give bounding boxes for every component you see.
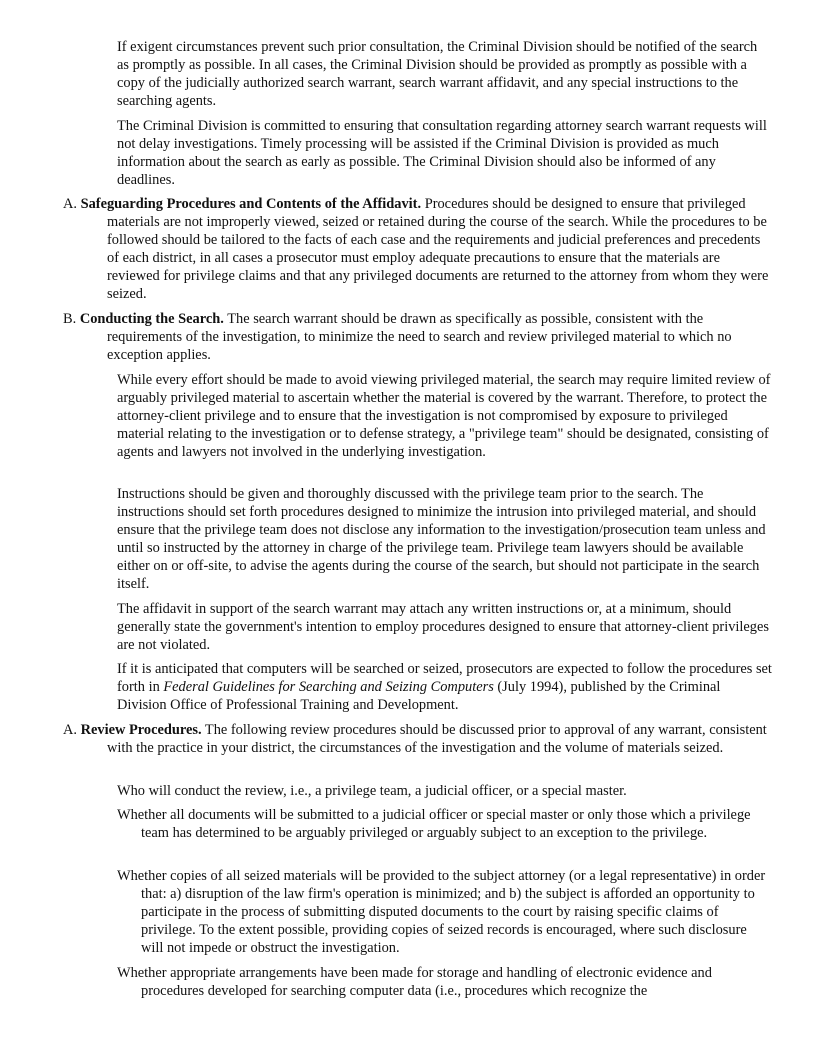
paragraph-criminal-division-commitment: The Criminal Division is committed to ensuring that consultation regarding attorney search warrant requests will not delay investigations. Timely processing will be assisted if the Criminal Division is provided as much information about the search as early as possible. The Criminal Division should also be informed of any deadlines. (117, 118, 767, 188)
paragraph-exigent-circumstances: If exigent circumstances prevent such prior consultation, the Criminal Division should be notified of the search as promptly as possible. In all cases, the Criminal Division should be provided as promptly as possible with a copy of the judicially authorized search warrant, search warrant affidavit, and any special instructions to the searching agents. (117, 39, 758, 109)
review-item-electronic-evidence: Whether appropriate arrangements have been made for storage and handling of electronic evidence and procedures developed for searching computer data (i.e., procedures which recognize the (117, 965, 712, 999)
section-review-procedures (63, 721, 772, 757)
guidelines-title: Federal Guidelines for Searching and Seizing Computers (163, 679, 494, 695)
section-marker: A. (63, 722, 77, 738)
section-text: The following review procedures should be discussed prior to approval of any warrant, consistent with the practice in your district, the circumstances of the investigation and the volume of materials seized. (107, 722, 767, 756)
paragraph-privilege-team: While every effort should be made to avoid viewing privileged material, the search may require limited review of arguably privileged material to ascertain whether the material is covered by the warrant. Therefore, to protect the attorney-client privilege and to ensure that the investigation is not compromised by exposure to privileged material relating to the investigation or to defense strategy, a "privilege team" should be designated, consisting of agents and lawyers not involved in the underlying investigation. (117, 372, 771, 460)
section-text: Procedures should be designed to ensure that privileged materials are not improperly viewed, seized or retained during the course of the search. While the procedures to be followed should be tailored to the facts of each case and the requirements and judicial preferences and precedents of each district, in all cases a prosecutor must employ adequate precautions to ensure that the materials are reviewed for privilege claims and that any privileged documents are returned to the attorney from whom they were seized. (107, 196, 769, 302)
section-marker: B. (63, 311, 77, 327)
section-heading: Review Procedures. (80, 722, 202, 738)
review-item-copies-provided: Whether copies of all seized materials will be provided to the subject attorney (or a legal representative) in order that: a) disruption of the law firm's operation is minimized; and b) the subject is afforded an opportunity to participate in the process of submitting disputed documents to the court by raising specific claims of privilege. To the extent possible, providing copies of seized records is encouraged, where such disclosure will not impede or obstruct the investigation. (117, 868, 766, 956)
section-heading: Safeguarding Procedures and Contents of the Affidavit. (80, 196, 422, 212)
section-marker: A. (63, 196, 77, 212)
text-segment: If it is anticipated that computers will be searched or seized, prosecutors are expected to follow the procedures set forth in (117, 661, 772, 695)
paragraph-affidavit-instructions: The affidavit in support of the search warrant may attach any written instructions or, at a minimum, should generally state the government's intention to employ procedures designed to ensure that attorney-client privileges are not violated. (117, 601, 769, 653)
paragraph-computer-guidelines (117, 660, 772, 714)
review-item-documents-submitted: Whether all documents will be submitted to a judicial officer or special master or only those which a privilege team has determined to be arguably privileged or arguably subject to an exception to the privilege. (117, 807, 751, 841)
section-text: The search warrant should be drawn as specifically as possible, consistent with the requirements of the investigation, to minimize the need to search and review privileged material to which no exception applies. (107, 311, 732, 363)
section-heading: Conducting the Search. (79, 311, 224, 327)
section-conducting-search (63, 310, 772, 364)
section-safeguarding-procedures (63, 195, 772, 303)
review-item-who-conducts: Who will conduct the review, i.e., a privilege team, a judicial officer, or a special master. (117, 783, 627, 799)
paragraph-privilege-instructions: Instructions should be given and thoroughly discussed with the privilege team prior to the search. The instructions should set forth procedures designed to minimize the intrusion into privileged material, and should ensure that the privilege team does not disclose any information to the investigation/prosecution team unless and until so instructed by the attorney in charge of the privilege team. Privilege team lawyers should be available either on or off-site, to advise the agents during the course of the search, but should not participate in the search itself. (117, 486, 766, 592)
text-segment: (July 1994), published by the Criminal Division Office of Professional Training and Development. (117, 679, 721, 713)
